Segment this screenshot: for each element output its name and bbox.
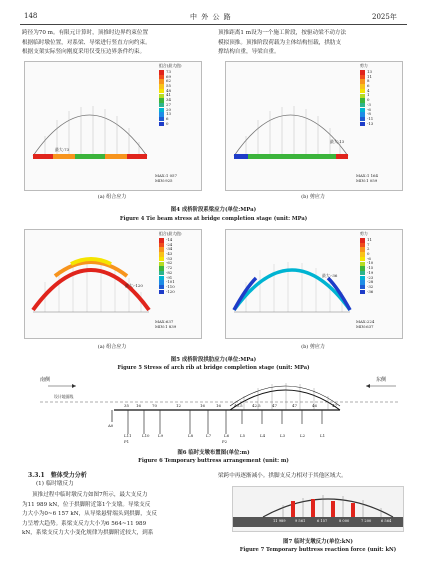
figure6-south-label: 南侧: [40, 377, 51, 383]
reaction-value: 6 157: [317, 519, 328, 523]
support-label: L8: [188, 433, 194, 438]
legend-value: 1: [367, 92, 370, 98]
legend-value: -11: [367, 115, 374, 121]
support-label: L10: [142, 433, 150, 438]
support-label: L9: [158, 433, 164, 438]
legend-value: 6: [166, 115, 169, 121]
support-label: L4: [260, 433, 266, 438]
figure4-a-plot: [25, 62, 201, 190]
legend-value: 0: [166, 120, 169, 126]
legend-value: 6: [367, 83, 370, 89]
body-line: kN，系梁支反力大小变化规律为拱脚附近较大，到系: [22, 530, 154, 537]
dimension-label: 47: [332, 403, 337, 408]
reaction-value: 9 561: [295, 519, 306, 523]
dimension-label: 35: [124, 403, 129, 408]
legend-value: -14: [166, 237, 173, 242]
legend-value: 55: [166, 83, 171, 89]
legend-value: 4: [367, 87, 370, 93]
legend-value: 7: [367, 241, 370, 247]
dimension-label: 46: [312, 403, 317, 408]
intro-left-line: 根据支架实际竖向刚度采用仅受压边界条件约束。: [22, 49, 146, 56]
legend-swatch: [360, 290, 365, 295]
legend-value: -72: [166, 265, 173, 271]
legend-value: 0: [367, 97, 370, 103]
intro-left: [22, 29, 214, 58]
body-line: 力大小为0~6 157 kN，从导梁悬臂端头到拱脚，支反: [22, 511, 158, 518]
figure4-b-stats: [356, 174, 378, 183]
dimension-label: 70: [152, 403, 157, 408]
figure7-values: [233, 518, 403, 528]
stat-max: MAX:637: [155, 319, 174, 324]
support-label: L6: [224, 433, 230, 438]
legend-value: 34: [166, 97, 171, 103]
figure4-panel-b: [225, 61, 403, 191]
legend-value: -43: [166, 251, 173, 257]
support-label: L2: [300, 433, 306, 438]
figure4-caption-cn: 图4 成桥阶段系梁应力(单位:MPa): [170, 207, 257, 213]
reaction-value: 7 200: [361, 519, 372, 523]
figure5-b-stats: [356, 320, 374, 329]
journal-title: 中 外 公 路: [190, 13, 232, 21]
legend-value: 69: [166, 73, 171, 79]
figure7-caption-cn: 图7 临时支墩反力(单位:kN): [283, 539, 353, 545]
legend-value: 13: [166, 111, 171, 117]
section-number: 3.3.1: [28, 472, 45, 479]
legend-value: -3: [367, 101, 371, 107]
intro-right-line: 顶推距离1 m设为一个施工阶段，按驱动梁不动方法: [218, 30, 347, 36]
dimension-label: 40.5: [234, 403, 243, 408]
legend-value: 20: [166, 106, 171, 112]
stat-max: MAX:224: [356, 319, 375, 324]
legend-swatch: [159, 290, 164, 295]
stat-min: MIN:1 059: [356, 177, 378, 183]
legend-value: -82: [166, 269, 173, 275]
legend-value: 73: [166, 69, 171, 74]
figure6-design-line: 设计地面线: [54, 394, 74, 399]
intro-right-line: 模拟顶推。顶推阶段荷载为主体结构恒载，拱肋支: [218, 39, 342, 46]
support-label: L3: [280, 433, 286, 438]
intro-right-line: 撑结构自重，导梁自重。: [218, 49, 280, 56]
figure5-panel-b: [225, 229, 403, 339]
dimension-label: 47: [292, 403, 297, 408]
figure4-a-legend: [159, 70, 171, 126]
figure4-panel-a: [24, 61, 202, 191]
body-line: 为11 989 kN，位于拱脚附近第1个支墩。导梁支反: [22, 501, 151, 508]
section-title: 整体受力分析: [50, 472, 87, 479]
header-rule: [20, 24, 407, 25]
body-line: 力呈增大趋势。系梁支反力大小为6 564~11 989: [22, 520, 147, 527]
legend-value: -91: [166, 274, 173, 280]
figure5-a-legend: [159, 238, 175, 294]
legend-value: -110: [166, 283, 175, 289]
figure6-north-label: 东侧: [376, 377, 387, 383]
reaction-value: 6 564: [381, 519, 392, 523]
legend-value: 8: [367, 78, 370, 84]
legend-value: -15: [367, 265, 374, 271]
section-body: [22, 491, 214, 539]
dimension-label: 16: [200, 403, 205, 408]
figure5-b-annotation: 最大:-36: [322, 273, 338, 278]
legend-value: -6: [367, 255, 371, 261]
dimension-label: 12: [176, 403, 181, 408]
figure5-a-annotation: 最大:-120: [125, 283, 143, 288]
support-label: L1: [320, 433, 326, 438]
legend-value: 48: [166, 87, 171, 93]
legend-value: -53: [166, 255, 173, 261]
legend-value: 2: [367, 246, 370, 252]
legend-value: 41: [166, 92, 171, 98]
figure4-a-legend-title: 组合(最大值): [159, 63, 182, 68]
subheading: (1) 临时墩反力: [36, 481, 74, 487]
figure7-image: [232, 486, 404, 532]
support-label: L11: [124, 433, 132, 438]
figure4-b-subcaption: (b) 剪应力: [301, 194, 325, 200]
legend-value: -23: [367, 274, 374, 280]
intro-left-line: 根据临时墩位置，对系梁、导梁进行竖直方向约束。: [22, 39, 151, 46]
legend-value: -32: [367, 283, 374, 289]
figure6-pier-p2: P2: [222, 439, 228, 444]
figure6-caption-en: Figure 6 Temporary buttress arrangement (unit: m): [138, 458, 289, 464]
figure6-drawing: [40, 376, 404, 446]
figure5-caption-en: Figure 5 Stress of arch rib at bridge completion stage (unit: MPa): [117, 365, 310, 371]
figure6-caption-cn: 图6 临时支墩布置图(单位:m): [177, 450, 250, 456]
dimension-label: 42.5: [252, 403, 261, 408]
figure4-caption-en: Figure 4 Tie beam stress at bridge completion stage (unit: MPa): [119, 216, 308, 222]
dimension-label: 16: [136, 403, 141, 408]
figure5-panel-a: [24, 229, 202, 339]
legend-value: -6: [367, 106, 371, 112]
legend-value: 13: [367, 69, 372, 74]
stat-min: MIN:925: [155, 177, 173, 183]
legend-value: 0: [367, 251, 370, 257]
figure6-a0: A0: [108, 423, 114, 428]
figure5-b-legend: [360, 238, 373, 294]
legend-value: -19: [367, 269, 374, 275]
temporary-piers: [128, 410, 322, 434]
figure4-a-annotation: 最大:73: [55, 147, 70, 152]
figure5-b-plot: [226, 230, 402, 338]
stat-min: MIN:1 839: [155, 323, 177, 329]
legend-value: -8: [367, 111, 371, 117]
figure4-b-legend: [360, 70, 373, 126]
figure4-b-legend-title: 剪力: [360, 63, 368, 68]
body-line: 顶推过程中临时墩反力如图7所示，最大支反力: [32, 492, 148, 498]
figure5-b-legend-title: 剪力: [360, 231, 368, 236]
figure6-pier-p1: P1: [124, 439, 130, 444]
support-label: L7: [206, 433, 212, 438]
figure5-a-stats: [155, 320, 176, 329]
intro-right: [218, 29, 410, 58]
legend-value: -28: [367, 279, 374, 285]
figure5-a-legend-title: 组合(最大值): [159, 231, 182, 236]
figure4-a-stats: [155, 174, 177, 183]
support-label: L5: [240, 433, 246, 438]
intro-left-line: 跨径为70 m。有限元计算时，顶推时边界约束位置: [22, 30, 149, 36]
legend-swatch: [360, 122, 365, 127]
figure7-caption-en: Figure 7 Temporary buttress reaction force (unit: kN): [239, 547, 397, 553]
figure4-b-plot: [226, 62, 402, 190]
legend-value: -36: [367, 288, 374, 294]
legend-value: 11: [367, 73, 372, 79]
stat-max: MAX:1 057: [155, 173, 178, 178]
stat-max: MAX:1 164: [356, 173, 379, 178]
legend-entry: [360, 290, 373, 295]
legend-value: -101: [166, 279, 175, 285]
legend-swatch: [159, 122, 164, 127]
legend-value: 62: [166, 78, 171, 84]
section-heading: [28, 470, 87, 479]
legend-value: -34: [166, 246, 173, 252]
legend-entry: [360, 122, 373, 127]
dimension-label: 47: [272, 403, 277, 408]
year: 2025年: [372, 13, 397, 21]
figure4-b-annotation: 最大:13: [330, 139, 345, 144]
legend-value: -62: [166, 260, 173, 266]
legend-entry: [159, 290, 175, 295]
figure5-caption-cn: 图5 成桥阶段拱肋应力(单位:MPa): [170, 357, 257, 363]
legend-value: -120: [166, 288, 175, 294]
dimension-label: 16: [216, 403, 221, 408]
reaction-value: 8 000: [339, 519, 350, 523]
reaction-value: 11 989: [273, 519, 286, 523]
legend-value: -10: [367, 260, 374, 266]
stat-min: MIN:637: [356, 323, 374, 329]
figure5-a-subcaption: (a) 组合应力: [97, 344, 127, 350]
legend-value: 11: [367, 237, 372, 242]
legend-value: -24: [166, 241, 173, 247]
body-line: 梁跨中再逐渐减小。拱脚支反力相对于其他区域大。: [218, 473, 347, 479]
legend-value: 27: [166, 101, 171, 107]
legend-value: -13: [367, 120, 374, 126]
figure4-a-subcaption: (a) 组合应力: [97, 194, 127, 200]
legend-entry: [159, 122, 171, 127]
section-body-right: [218, 472, 410, 482]
page-number: 148: [24, 12, 38, 20]
figure5-b-subcaption: (b) 剪应力: [301, 344, 325, 350]
figure6-dimensions: [40, 404, 404, 412]
